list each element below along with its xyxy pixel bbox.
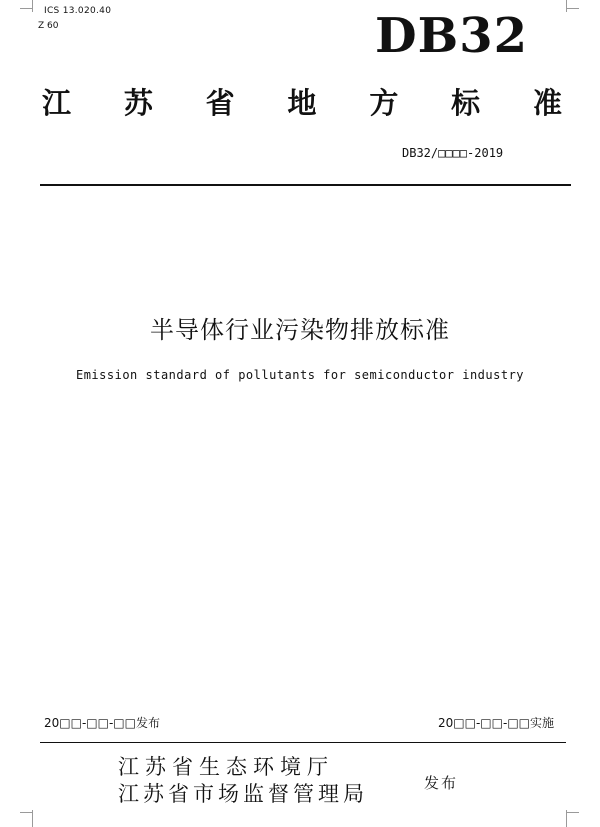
standard-type-char: 江 — [42, 86, 72, 120]
crop-mark-top-right-h — [567, 8, 579, 9]
standard-logo: DB32 — [375, 8, 528, 64]
issue-date: 20□□-□□-□□发布 — [44, 716, 160, 730]
title-chinese: 半导体行业污染物排放标准 — [150, 316, 450, 344]
issuing-authority-1: 江苏省生态环境厅 — [118, 755, 334, 779]
crop-mark-bottom-left-v — [32, 810, 33, 827]
footer-divider — [40, 742, 566, 743]
standard-type-char: 省 — [205, 86, 235, 120]
crop-mark-top-left-v — [32, 0, 33, 12]
crop-mark-bottom-left-h — [20, 812, 32, 813]
ics-code: ICS 13.020.40 — [44, 6, 112, 16]
standard-type-heading — [42, 86, 562, 120]
issuing-authority-2: 江苏省市场监督管理局 — [118, 782, 368, 806]
standard-number: DB32/□□□□-2019 — [402, 146, 504, 160]
release-label: 发布 — [424, 774, 459, 792]
standard-type-char: 苏 — [123, 86, 153, 120]
standard-type-char: 地 — [287, 86, 317, 120]
header-divider — [40, 184, 571, 186]
crop-mark-top-right-v — [566, 0, 567, 12]
crop-mark-bottom-right-h — [567, 812, 579, 813]
crop-mark-top-left-h — [20, 8, 32, 9]
ccs-code: Z 60 — [38, 21, 59, 31]
standard-type-char: 方 — [369, 86, 399, 120]
implementation-date: 20□□-□□-□□实施 — [438, 716, 554, 730]
standard-type-char: 标 — [451, 86, 481, 120]
standard-type-char: 准 — [532, 86, 562, 120]
title-english: Emission standard of pollutants for semiconductor industry — [75, 368, 525, 382]
